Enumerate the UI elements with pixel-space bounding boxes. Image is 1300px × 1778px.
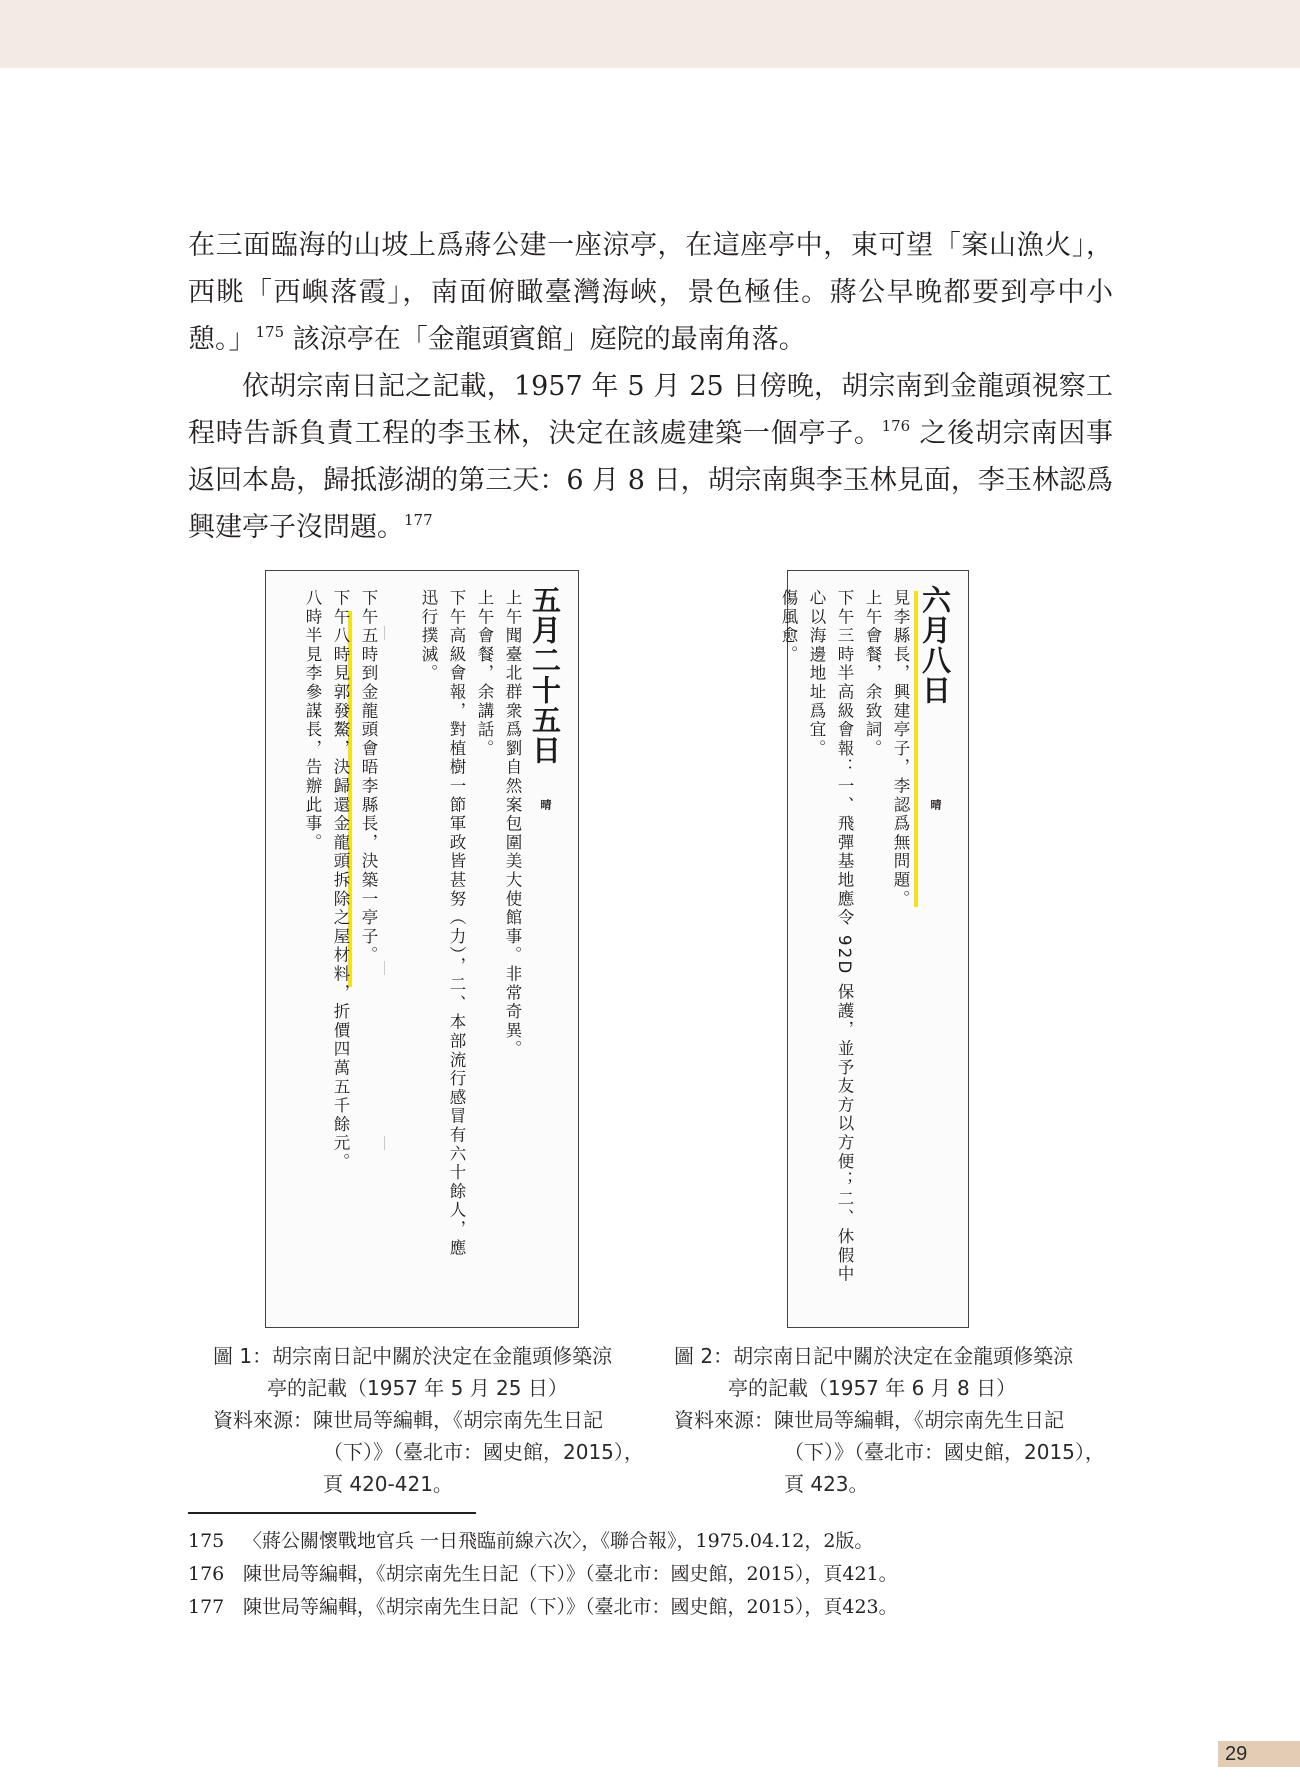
- footnote-ref-177[interactable]: 177: [404, 511, 433, 529]
- footnote-number: 175: [188, 1530, 225, 1552]
- diary-scan-june-8: [779, 570, 969, 1328]
- source-line: 資料來源：陳世局等編輯，《胡宗南先生日記: [213, 1408, 603, 1432]
- top-header-band: [0, 0, 1300, 68]
- diary-date: 六月八日: [918, 585, 952, 705]
- paragraph-2: [188, 363, 1113, 551]
- source-line: 頁 423。: [784, 1472, 869, 1496]
- figure-2-caption: [674, 1340, 1105, 1500]
- diary-line: 心以海邊地址爲宜。: [807, 589, 826, 759]
- diary-line: 上午會餐，余講話。: [475, 589, 494, 759]
- footnote-text: 陳世局等編輯，《胡宗南先生日記（下）》（臺北市：國史館，2015），頁421。: [243, 1563, 898, 1585]
- footnote-text: 〈蔣公關懷戰地官兵 一日飛臨前線六次〉，《聯合報》，1975.04.12，2版。: [243, 1530, 874, 1552]
- weather-mark: 晴: [539, 799, 552, 810]
- caption-line: 亭的記載（1957 年 5 月 25 日）: [267, 1376, 568, 1400]
- diary-date: 五月二十五日: [528, 585, 562, 765]
- diary-line: 下午八時見郭發鰲，決歸還金龍頭拆除之屋材料，折價四萬五千餘元。: [331, 589, 350, 1172]
- scan-speck: [384, 1136, 385, 1150]
- diary-line: 下午三時半高級會報：一、飛彈基地應令 92D 保護，並予友方以方便；二、休假中: [835, 589, 854, 1284]
- footnote-number: 176: [188, 1563, 225, 1585]
- figure-1-caption: [213, 1340, 643, 1500]
- source-line: （下）》（臺北市：國史館，2015），: [784, 1440, 1105, 1464]
- caption-line: 圖 2：胡宗南日記中關於決定在金龍頭修築涼: [674, 1344, 1074, 1368]
- caption-line: 亭的記載（1957 年 6 月 8 日）: [728, 1376, 1017, 1400]
- diary-line: 下午高級會報，對植樹一節軍政皆甚努（力），二、本部流行感冒有六十餘人，應: [447, 589, 466, 1258]
- caption-line: 圖 1：胡宗南日記中關於決定在金龍頭修築涼: [213, 1344, 613, 1368]
- diary-line: 迅行撲滅。: [419, 589, 438, 683]
- source-line: 頁 420-421。: [323, 1472, 453, 1496]
- page-number: 29: [1225, 1743, 1248, 1765]
- paragraph-1-text-a: 在三面臨海的山坡上爲蔣公建一座涼亭，在這座亭中，東可望「案山漁火」，西眺「西嶼落霞」，南面俯瞰臺灣海峽，景色極佳。蔣公早晚都要到亭中小憩。」: [188, 230, 1113, 355]
- source-line: （下）》（臺北市：國史館，2015），: [323, 1440, 644, 1464]
- paragraph-1-text-b: 該涼亭在「金龍頭賓館」庭院的最南角落。: [284, 324, 806, 355]
- diary-line: 上午聞臺北群衆爲劉自然案包圍美大使館事。非常奇異。: [503, 589, 522, 1059]
- source-line: 資料來源：陳世局等編輯，《胡宗南先生日記: [674, 1408, 1064, 1432]
- footnote-number: 177: [188, 1596, 225, 1618]
- footnotes: [188, 1525, 898, 1624]
- diary-line: 傷風愈。: [779, 589, 798, 665]
- diary-line-highlighted: 見李縣長，興建亭子，李認爲無問題。: [891, 589, 910, 909]
- footnote-ref-176[interactable]: 176: [881, 417, 911, 435]
- paragraph-2-text-b: 之後胡宗南因事返回本島，歸抵澎湖的第三天：6 月 8 日，胡宗南與李玉林見面，李玉林認爲興建亭子沒問題。: [188, 418, 1113, 543]
- footnote-175: [188, 1525, 898, 1558]
- diary-line-highlighted: 下午五時到金龍頭會晤李縣長，決築一亭子。: [359, 589, 378, 965]
- footnote-176: [188, 1558, 898, 1591]
- diary-line: 八時半見李參謀長，告辦此事。: [303, 589, 322, 853]
- diary-scan-may-25: [265, 570, 579, 1328]
- scan-speck: [384, 961, 385, 975]
- body-text: [188, 222, 1113, 551]
- footnote-177: [188, 1591, 898, 1624]
- weather-mark: 晴: [929, 799, 942, 810]
- footnote-ref-175[interactable]: 175: [255, 323, 285, 341]
- footnote-divider: [188, 1512, 476, 1514]
- scan-speck: [384, 626, 385, 640]
- footnote-text: 陳世局等編輯，《胡宗南先生日記（下）》（臺北市：國史館，2015），頁423。: [243, 1596, 898, 1618]
- paragraph-1: [188, 222, 1113, 363]
- paragraph-2-text-a: 依胡宗南日記之記載，1957 年 5 月 25 日傍晚，胡宗南到金龍頭視察工程時告訴負責工程的李玉林，決定在該處建築一個亭子。: [188, 371, 1113, 449]
- highlight-mark: [914, 591, 918, 907]
- diary-line: 上午會餐，余致詞。: [863, 589, 882, 759]
